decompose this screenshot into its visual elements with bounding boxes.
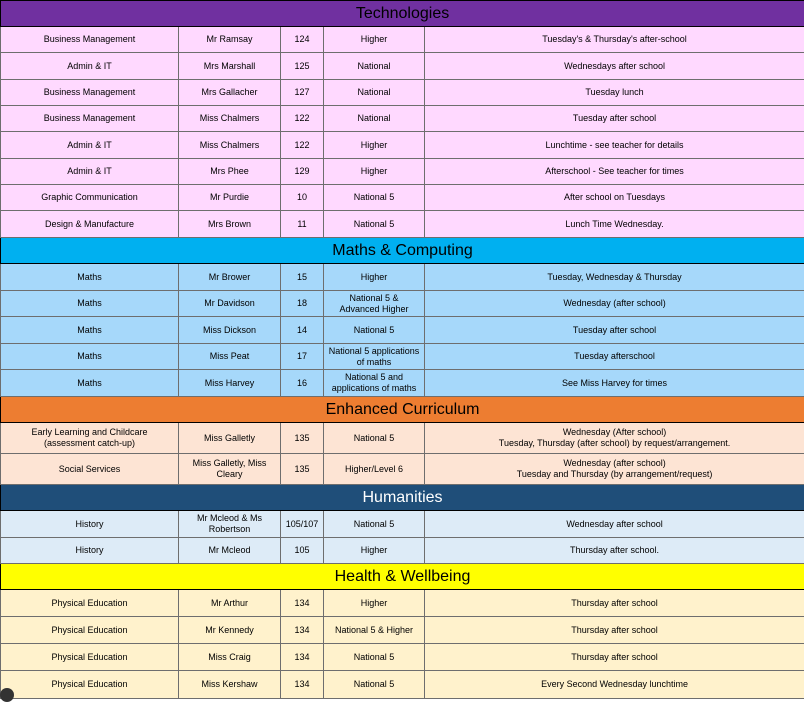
room-text: 15 xyxy=(297,272,307,282)
level-text: National xyxy=(357,87,390,97)
corner-marker xyxy=(0,688,14,702)
level-cell xyxy=(324,264,425,291)
room-text: 10 xyxy=(297,192,307,202)
room-text: 134 xyxy=(294,652,309,662)
room-cell xyxy=(281,264,324,291)
room-cell xyxy=(281,159,324,185)
room-text: 105 xyxy=(294,545,309,555)
level-text: National 5 & xyxy=(349,293,398,303)
time-cell xyxy=(425,80,804,106)
time-text: Thursday after school xyxy=(571,652,658,662)
department-text: Maths xyxy=(77,272,102,282)
level-text: National 5 applications xyxy=(329,346,420,356)
time-cell xyxy=(425,617,804,644)
department-text: Physical Education xyxy=(51,679,127,689)
time-text: Tuesday, Thursday (after school) by request/arrangement. xyxy=(499,438,730,448)
department-cell xyxy=(1,344,179,370)
section-header-row xyxy=(1,1,804,27)
department-cell xyxy=(1,423,179,454)
section-title: Maths & Computing xyxy=(1,238,804,264)
table-row xyxy=(1,644,804,671)
level-text: National 5 xyxy=(354,219,395,229)
department-cell xyxy=(1,511,179,538)
level-cell xyxy=(324,617,425,644)
department-cell xyxy=(1,185,179,211)
department-cell xyxy=(1,317,179,344)
level-text: Higher xyxy=(361,272,388,282)
time-cell xyxy=(425,159,804,185)
time-text: See Miss Harvey for times xyxy=(562,378,667,388)
room-cell xyxy=(281,423,324,454)
time-text: Wednesday (After school) xyxy=(563,427,666,437)
teacher-text: Mr Brower xyxy=(209,272,251,282)
level-cell xyxy=(324,106,425,132)
time-cell xyxy=(425,344,804,370)
level-cell xyxy=(324,423,425,454)
department-cell xyxy=(1,617,179,644)
department-text: Physical Education xyxy=(51,598,127,608)
department-text: Admin & IT xyxy=(67,140,112,150)
room-text: 16 xyxy=(297,378,307,388)
section-title: Humanities xyxy=(1,485,804,511)
department-cell xyxy=(1,80,179,106)
level-text: National 5 & Higher xyxy=(335,625,413,635)
level-cell xyxy=(324,344,425,370)
time-text: Thursday after school xyxy=(571,625,658,635)
time-text: Tuesday afterschool xyxy=(574,351,655,361)
department-cell xyxy=(1,27,179,53)
teacher-text: Mr Kennedy xyxy=(205,625,254,635)
room-text: 17 xyxy=(297,351,307,361)
time-cell xyxy=(425,53,804,80)
time-cell xyxy=(425,644,804,671)
department-text: Business Management xyxy=(44,34,136,44)
section-title: Health & Wellbeing xyxy=(1,564,804,590)
level-text: National 5 xyxy=(354,652,395,662)
teacher-cell xyxy=(179,53,281,80)
level-cell xyxy=(324,370,425,397)
time-text: Every Second Wednesday lunchtime xyxy=(541,679,688,689)
level-text: Higher xyxy=(361,545,388,555)
time-text: Tuesday, Wednesday & Thursday xyxy=(547,272,681,282)
room-cell xyxy=(281,185,324,211)
department-cell xyxy=(1,538,179,564)
department-text: Graphic Communication xyxy=(41,192,138,202)
time-text: Thursday after school. xyxy=(570,545,659,555)
time-text: Lunchtime - see teacher for details xyxy=(545,140,683,150)
time-cell xyxy=(425,211,804,238)
time-text: Wednesday after school xyxy=(566,519,662,529)
table-row xyxy=(1,264,804,291)
room-cell xyxy=(281,291,324,317)
level-text: National xyxy=(357,113,390,123)
department-cell xyxy=(1,211,179,238)
department-text: History xyxy=(75,545,103,555)
teacher-cell xyxy=(179,80,281,106)
room-text: 125 xyxy=(294,61,309,71)
table-row xyxy=(1,291,804,317)
time-cell xyxy=(425,264,804,291)
teacher-cell xyxy=(179,211,281,238)
level-text: Higher xyxy=(361,166,388,176)
room-text: 135 xyxy=(294,433,309,443)
room-cell xyxy=(281,617,324,644)
teacher-text: Miss Harvey xyxy=(205,378,255,388)
level-cell xyxy=(324,159,425,185)
teacher-text: Mr Mcleod xyxy=(208,545,250,555)
room-cell xyxy=(281,211,324,238)
table-row xyxy=(1,53,804,80)
time-text: Lunch Time Wednesday. xyxy=(565,219,663,229)
room-cell xyxy=(281,317,324,344)
room-cell xyxy=(281,132,324,159)
level-cell xyxy=(324,671,425,699)
level-text: Higher xyxy=(361,140,388,150)
level-text: National 5 xyxy=(354,192,395,202)
section-header-row xyxy=(1,238,804,264)
department-text: Physical Education xyxy=(51,652,127,662)
level-cell xyxy=(324,538,425,564)
table-row xyxy=(1,211,804,238)
room-cell xyxy=(281,27,324,53)
time-cell xyxy=(425,511,804,538)
table-row xyxy=(1,511,804,538)
department-cell xyxy=(1,370,179,397)
department-text: Design & Manufacture xyxy=(45,219,134,229)
department-text: Maths xyxy=(77,325,102,335)
time-cell xyxy=(425,538,804,564)
time-cell xyxy=(425,671,804,699)
time-cell xyxy=(425,132,804,159)
room-cell xyxy=(281,590,324,617)
room-cell xyxy=(281,671,324,699)
room-cell xyxy=(281,106,324,132)
room-cell xyxy=(281,511,324,538)
teacher-cell xyxy=(179,454,281,485)
section-title: Enhanced Curriculum xyxy=(1,397,804,423)
level-cell xyxy=(324,317,425,344)
department-cell xyxy=(1,53,179,80)
department-text: Admin & IT xyxy=(67,166,112,176)
teacher-text: Mr Ramsay xyxy=(206,34,252,44)
table-row xyxy=(1,344,804,370)
teacher-text: Mrs Phee xyxy=(210,166,249,176)
time-cell xyxy=(425,370,804,397)
teacher-cell xyxy=(179,511,281,538)
room-cell xyxy=(281,538,324,564)
level-cell xyxy=(324,53,425,80)
time-text: Tuesday lunch xyxy=(585,87,643,97)
teacher-cell xyxy=(179,671,281,699)
time-text: After school on Tuesdays xyxy=(564,192,665,202)
department-cell xyxy=(1,671,179,699)
level-cell xyxy=(324,291,425,317)
room-text: 134 xyxy=(294,625,309,635)
teacher-cell xyxy=(179,27,281,53)
department-cell xyxy=(1,264,179,291)
department-text: Maths xyxy=(77,298,102,308)
time-cell xyxy=(425,27,804,53)
department-cell xyxy=(1,159,179,185)
section-header-row xyxy=(1,397,804,423)
teacher-cell xyxy=(179,370,281,397)
room-text: 122 xyxy=(294,113,309,123)
teacher-text: Miss Dickson xyxy=(203,325,256,335)
teacher-text: Miss Chalmers xyxy=(200,140,260,150)
time-cell xyxy=(425,185,804,211)
department-cell xyxy=(1,454,179,485)
level-text: National 5 and xyxy=(345,372,403,382)
teacher-cell xyxy=(179,106,281,132)
teacher-cell xyxy=(179,185,281,211)
time-text: Wednesday (after school) xyxy=(563,458,665,468)
level-text: National xyxy=(357,61,390,71)
table-row xyxy=(1,617,804,644)
teacher-cell xyxy=(179,317,281,344)
level-cell xyxy=(324,80,425,106)
level-text: Higher/Level 6 xyxy=(345,464,403,474)
department-cell xyxy=(1,132,179,159)
teacher-text: Cleary xyxy=(216,469,242,479)
teacher-text: Miss Peat xyxy=(210,351,250,361)
room-text: 127 xyxy=(294,87,309,97)
room-cell xyxy=(281,644,324,671)
table-row xyxy=(1,671,804,699)
level-cell xyxy=(324,132,425,159)
time-text: Tuesday's & Thursday's after-school xyxy=(542,34,687,44)
level-cell xyxy=(324,454,425,485)
teacher-text: Miss Kershaw xyxy=(201,679,257,689)
level-text: Advanced Higher xyxy=(339,304,408,314)
teacher-cell xyxy=(179,159,281,185)
department-cell xyxy=(1,590,179,617)
time-cell xyxy=(425,423,804,454)
department-text: (assessment catch-up) xyxy=(44,438,135,448)
level-text: Higher xyxy=(361,598,388,608)
department-text: Physical Education xyxy=(51,625,127,635)
room-cell xyxy=(281,454,324,485)
teacher-cell xyxy=(179,344,281,370)
room-text: 105/107 xyxy=(286,519,319,529)
table-row xyxy=(1,106,804,132)
department-text: Admin & IT xyxy=(67,61,112,71)
room-cell xyxy=(281,370,324,397)
table-row xyxy=(1,132,804,159)
department-cell xyxy=(1,644,179,671)
room-text: 135 xyxy=(294,464,309,474)
department-text: Maths xyxy=(77,351,102,361)
teacher-cell xyxy=(179,538,281,564)
time-cell xyxy=(425,454,804,485)
level-text: National 5 xyxy=(354,679,395,689)
table-row xyxy=(1,185,804,211)
teacher-cell xyxy=(179,617,281,644)
teacher-text: Mrs Brown xyxy=(208,219,251,229)
room-text: 14 xyxy=(297,325,307,335)
department-text: Business Management xyxy=(44,113,136,123)
room-text: 134 xyxy=(294,598,309,608)
time-text: Afterschool - See teacher for times xyxy=(545,166,684,176)
table-row xyxy=(1,80,804,106)
level-text: applications of maths xyxy=(332,383,417,393)
room-text: 18 xyxy=(297,298,307,308)
level-text: of maths xyxy=(357,357,392,367)
level-cell xyxy=(324,511,425,538)
teacher-cell xyxy=(179,132,281,159)
teacher-text: Mrs Marshall xyxy=(204,61,256,71)
table-row xyxy=(1,538,804,564)
table-row xyxy=(1,454,804,485)
teacher-text: Miss Craig xyxy=(208,652,251,662)
room-text: 122 xyxy=(294,140,309,150)
department-text: Early Learning and Childcare xyxy=(31,427,147,437)
teacher-text: Mr Davidson xyxy=(204,298,255,308)
room-text: 129 xyxy=(294,166,309,176)
time-text: Thursday after school xyxy=(571,598,658,608)
table-row xyxy=(1,159,804,185)
teacher-text: Mrs Gallacher xyxy=(201,87,257,97)
teacher-text: Miss Chalmers xyxy=(200,113,260,123)
table-row xyxy=(1,423,804,454)
time-cell xyxy=(425,590,804,617)
teacher-cell xyxy=(179,644,281,671)
level-text: National 5 xyxy=(354,325,395,335)
time-text: Tuesday and Thursday (by arrangement/request) xyxy=(517,469,713,479)
level-text: Higher xyxy=(361,34,388,44)
department-text: Business Management xyxy=(44,87,136,97)
time-text: Wednesdays after school xyxy=(564,61,665,71)
room-text: 134 xyxy=(294,679,309,689)
room-text: 124 xyxy=(294,34,309,44)
teacher-cell xyxy=(179,590,281,617)
teacher-text: Mr Mcleod & Ms xyxy=(197,513,262,523)
teacher-text: Miss Galletly, Miss xyxy=(193,458,267,468)
teacher-text: Robertson xyxy=(209,524,251,534)
teacher-text: Mr Arthur xyxy=(211,598,248,608)
department-text: Maths xyxy=(77,378,102,388)
level-text: National 5 xyxy=(354,433,395,443)
department-cell xyxy=(1,291,179,317)
section-title: Technologies xyxy=(1,1,804,27)
level-cell xyxy=(324,211,425,238)
level-text: National 5 xyxy=(354,519,395,529)
time-text: Tuesday after school xyxy=(573,325,656,335)
level-cell xyxy=(324,185,425,211)
section-header-row xyxy=(1,485,804,511)
table-row xyxy=(1,317,804,344)
level-cell xyxy=(324,27,425,53)
section-header-row xyxy=(1,564,804,590)
teacher-text: Miss Galletly xyxy=(204,433,255,443)
room-cell xyxy=(281,53,324,80)
room-cell xyxy=(281,344,324,370)
level-cell xyxy=(324,644,425,671)
table-row xyxy=(1,370,804,397)
department-cell xyxy=(1,106,179,132)
teacher-cell xyxy=(179,291,281,317)
teacher-cell xyxy=(179,264,281,291)
teacher-text: Mr Purdie xyxy=(210,192,249,202)
table-row xyxy=(1,27,804,53)
room-text: 11 xyxy=(297,219,306,229)
time-text: Wednesday (after school) xyxy=(563,298,665,308)
teacher-cell xyxy=(179,423,281,454)
time-cell xyxy=(425,291,804,317)
department-text: Social Services xyxy=(59,464,121,474)
department-text: History xyxy=(75,519,103,529)
level-cell xyxy=(324,590,425,617)
table-row xyxy=(1,590,804,617)
time-cell xyxy=(425,106,804,132)
time-cell xyxy=(425,317,804,344)
time-text: Tuesday after school xyxy=(573,113,656,123)
room-cell xyxy=(281,80,324,106)
